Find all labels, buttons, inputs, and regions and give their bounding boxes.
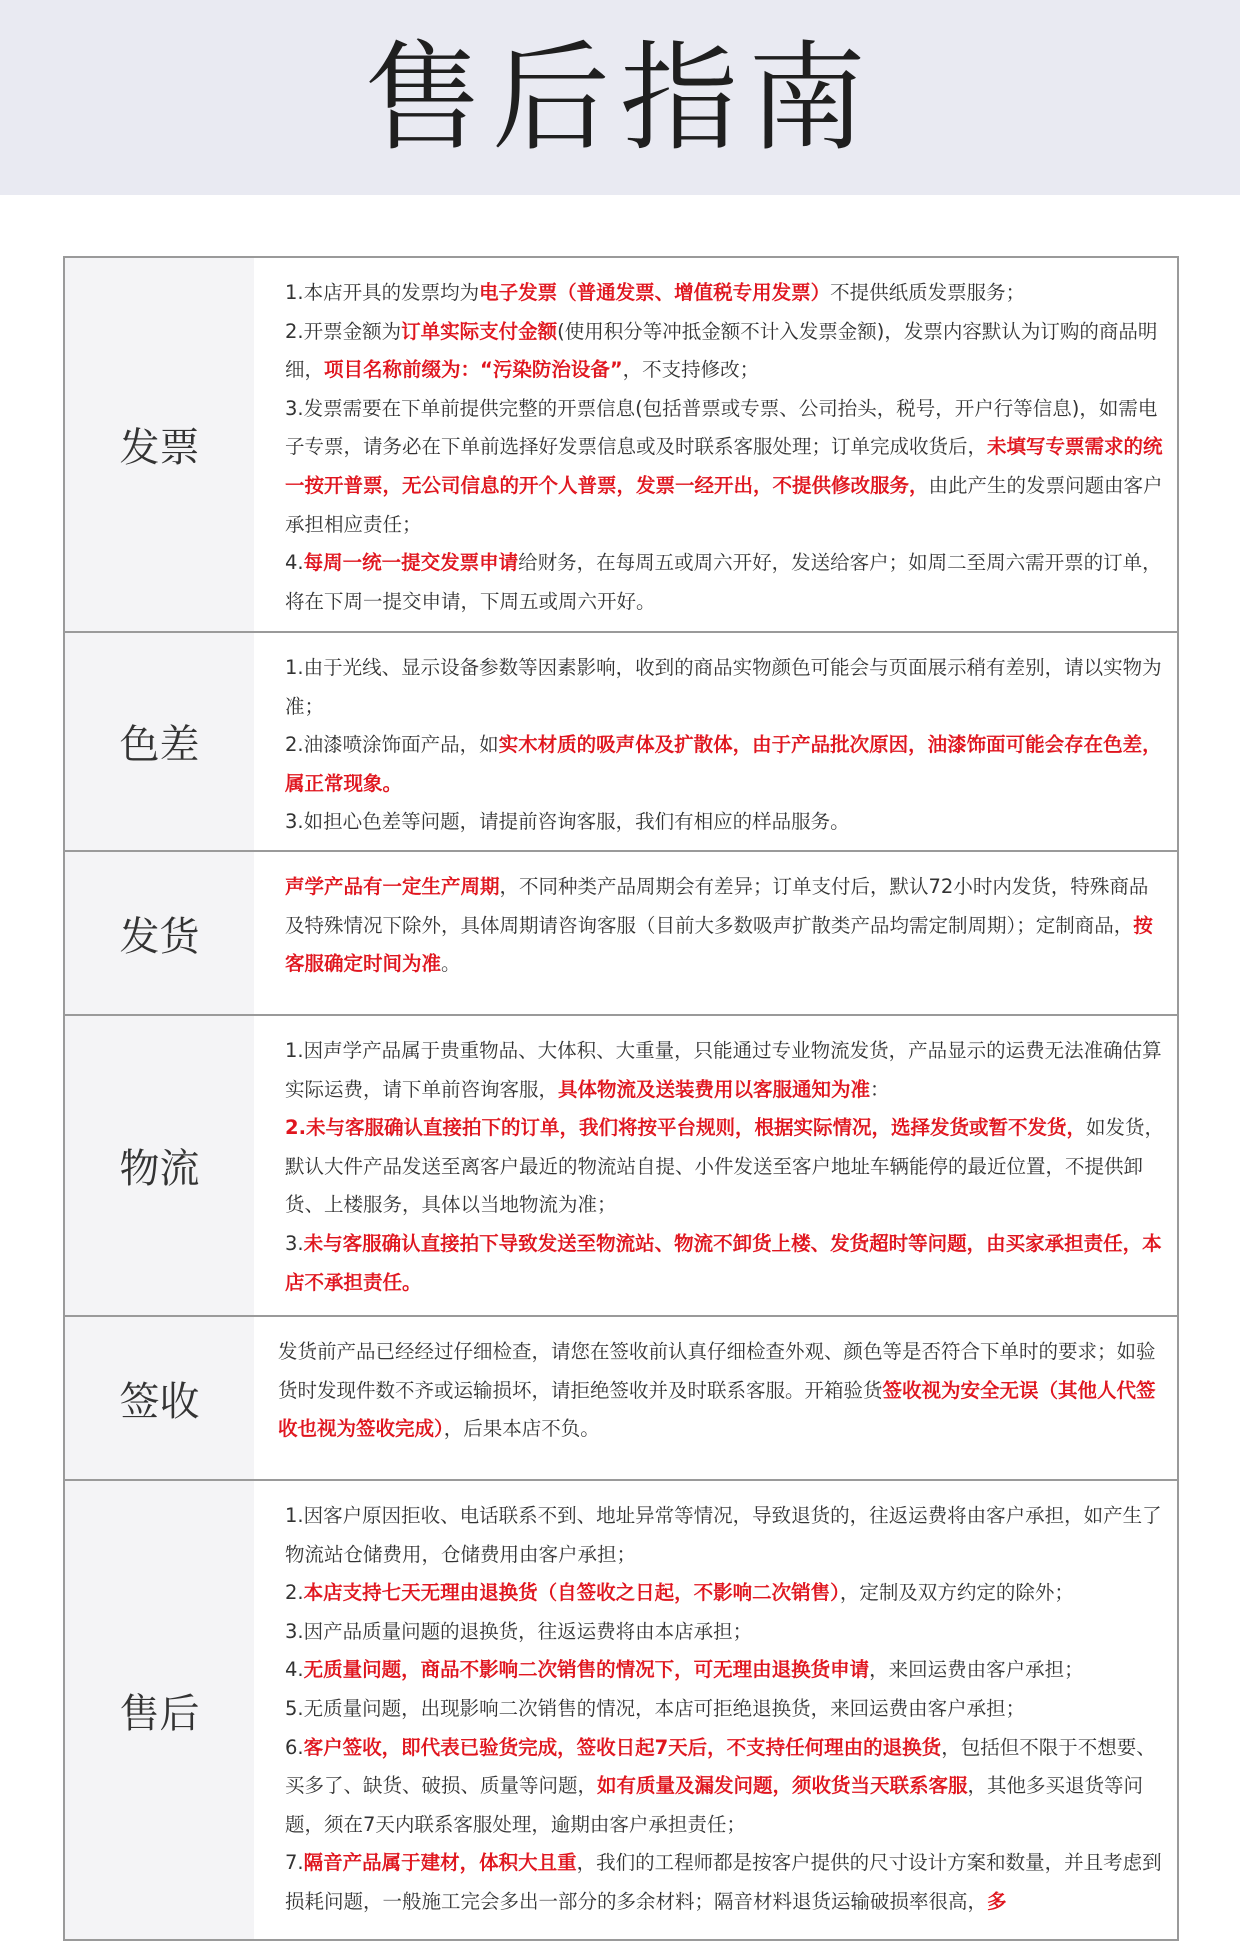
body-text: 由此产生的发票问题由客户承担相应责任； (285, 473, 1163, 536)
section-receipt (65, 1317, 1177, 1481)
body-text: 3.发票需要在下单前提供完整的开票信息(包括普票或专票、公司抬头，税号，开户行等信息)，如需电子专票，请务必在下单前选择好发票信息或及时联系客服处理；订单完成收货后， (285, 396, 1158, 459)
paragraph (285, 1613, 1165, 1652)
paragraph (285, 1844, 1165, 1921)
body-text: 6. (285, 1735, 304, 1759)
body-text: ，来回运费由客户承担； (869, 1658, 1084, 1682)
section-content (254, 1481, 1177, 1939)
highlighted-text: 未填写专票需求的统一按开普票，无公司信息的开个人普票，发票一经开出，不提供修改服务， (285, 435, 1163, 497)
page-title: 售后指南 (363, 28, 876, 167)
highlighted-text: 订单实际支付金额 (401, 319, 558, 343)
body-text: 1.本店开具的发票均为 (285, 281, 480, 304)
body-text: 2.开票金额为 (285, 319, 402, 343)
highlighted-text: 未与客服确认直接拍下导致发送至物流站、物流不卸货上楼、发货超时等问题，由买家承担责任，本店不承担责任。 (285, 1231, 1162, 1294)
body-text: 4. (285, 1658, 304, 1682)
body-text: 不提供纸质发票服务； (830, 281, 1026, 304)
body-text: 2. (285, 1581, 304, 1605)
section-invoice (65, 258, 1177, 633)
highlighted-text: 隔音产品属于建材，体积大且重 (303, 1851, 577, 1875)
paragraph (285, 1651, 1165, 1690)
highlighted-text: 按客服确定时间为准 (285, 913, 1153, 976)
highlighted-text: 电子发票（普通发票、增值税专用发票） (479, 281, 831, 304)
highlighted-text: 具体物流及送装费用以客服通知为准 (558, 1077, 871, 1101)
body-text: 1.由于光线、显示设备参数等因素影响，收到的商品实物颜色可能会与页面展示稍有差别，请以实物为准； (285, 656, 1162, 718)
paragraph (285, 1225, 1165, 1302)
paragraph (285, 1574, 1165, 1613)
body-text: 3. (285, 1231, 304, 1255)
body-text: ，包括但不限于不想要、买多了、缺货、破损、质量等问题， (285, 1735, 1156, 1798)
highlighted-text: 项目名称前缀为：“污染防治设备” (324, 358, 623, 382)
paragraph (285, 390, 1165, 544)
paragraph (278, 1333, 1165, 1449)
section-label: 发货 (65, 852, 254, 1014)
highlighted-text: 2.未与客服确认直接拍下的订单，我们将按平台规则，根据实际情况，选择发货或暂不发货， (285, 1116, 1086, 1140)
section-after-sales (65, 1481, 1177, 1941)
highlighted-text: 实木材质的吸声体及扩散体，由于产品批次原因，油漆饰面可能会存在色差，属正常现象。 (285, 733, 1162, 795)
body-text: (使用积分等冲抵金额不计入发票金额)，发票内容默认为订购的商品明细， (285, 319, 1158, 382)
body-text: 1.因客户原因拒收、电话联系不到、地址异常等情况，导致退货的，往返运费将由客户承担，如产生了物流站仓储费用，仓储费用由客户承担； (285, 1504, 1162, 1566)
body-text: 。 (441, 952, 461, 976)
paragraph (285, 868, 1165, 984)
paragraph (285, 313, 1165, 390)
paragraph (285, 1497, 1165, 1574)
paragraph (285, 649, 1165, 726)
paragraph (285, 1109, 1165, 1225)
highlighted-text: 签收视为安全无误（其他人代签收也视为签收完成） (278, 1378, 1156, 1441)
highlighted-text: 如有质量及漏发问题，须收货当天联系客服 (597, 1774, 968, 1798)
section-content (254, 852, 1177, 1014)
section-color-difference (65, 633, 1177, 852)
after-sales-guide-table (63, 256, 1179, 1941)
highlighted-text: 声学产品有一定生产周期 (285, 875, 500, 898)
body-text: ，不支持修改； (622, 358, 760, 382)
body-text: 如发货，默认大件产品发送至离客户最近的物流站自提、小件发送至客户地址车辆能停的最近位置，不提供卸货、上楼服务，具体以当地物流为准； (285, 1116, 1164, 1217)
section-label: 发票 (65, 258, 254, 631)
section-logistics (65, 1016, 1177, 1317)
section-shipping (65, 852, 1177, 1016)
body-text: ，我们的工程师都是按客户提供的尺寸设计方案和数量，并且考虑到损耗问题，一般施工完会多出一部分的多余材料；隔音材料退货运输破损率很高， (285, 1851, 1162, 1913)
section-label: 签收 (65, 1317, 254, 1479)
section-content (254, 1016, 1177, 1315)
section-label: 售后 (65, 1481, 254, 1939)
paragraph (285, 726, 1165, 803)
paragraph (285, 274, 1165, 313)
page-header (0, 0, 1240, 195)
paragraph (285, 803, 1165, 842)
body-text: ，后果本店不负。 (443, 1417, 600, 1441)
body-text: ，其他多买退货等问题，须在7天内联系客服处理，逾期由客户承担责任； (285, 1774, 1144, 1836)
body-text: 3.如担心色差等问题，请提前咨询客服，我们有相应的样品服务。 (285, 810, 850, 834)
body-text: 1.因声学产品属于贵重物品、大体积、大重量，只能通过专业物流发货，产品显示的运费无法准确估算实际运费，请下单前咨询客服， (285, 1039, 1162, 1101)
body-text: 3.因产品质量问题的退换货，往返运费将由本店承担； (285, 1619, 753, 1643)
body-text: ，定制及双方约定的除外； (839, 1581, 1074, 1605)
body-text: 发货前产品已经经过仔细检查，请您在签收前认真仔细检查外观、颜色等是否符合下单时的要求；如验货时发现件数不齐或运输损坏，请拒绝签收并及时联系客服。开箱验货 (278, 1340, 1156, 1402)
body-text: ： (870, 1077, 890, 1101)
body-text: 2.油漆喷涂饰面产品，如 (285, 733, 499, 757)
body-text: 给财务，在每周五或周六开好，发送给客户；如周二至周六需开票的订单，将在下周一提交申请，下周五或周六开好。 (285, 551, 1162, 613)
highlighted-text: 多 (987, 1889, 1007, 1913)
section-content (254, 258, 1177, 631)
body-text: 7. (285, 1851, 304, 1875)
paragraph (285, 1690, 1165, 1729)
paragraph (285, 1032, 1165, 1109)
highlighted-text: 每周一统一提交发票申请 (303, 551, 519, 575)
section-label: 物流 (65, 1016, 254, 1315)
body-text: 5.无质量问题，出现影响二次销售的情况，本店可拒绝退换货，来回运费由客户承担； (285, 1696, 1026, 1720)
highlighted-text: 客户签收，即代表已验货完成，签收日起7天后，不支持任何理由的退换货 (303, 1735, 942, 1759)
paragraph (285, 544, 1165, 621)
highlighted-text: 无质量问题，商品不影响二次销售的情况下，可无理由退换货申请 (303, 1658, 870, 1682)
highlighted-text: 本店支持七天无理由退换货（自签收之日起，不影响二次销售） (303, 1581, 840, 1605)
body-text: 4. (285, 551, 304, 575)
section-label: 色差 (65, 633, 254, 850)
paragraph (285, 1729, 1165, 1845)
section-content (254, 1317, 1177, 1479)
body-text: ，不同种类产品周期会有差异；订单支付后，默认72小时内发货，特殊商品及特殊情况下除外，具体周期请咨询客服（目前大多数吸声扩散类产品均需定制周期）；定制商品， (285, 875, 1149, 937)
section-content (254, 633, 1177, 850)
